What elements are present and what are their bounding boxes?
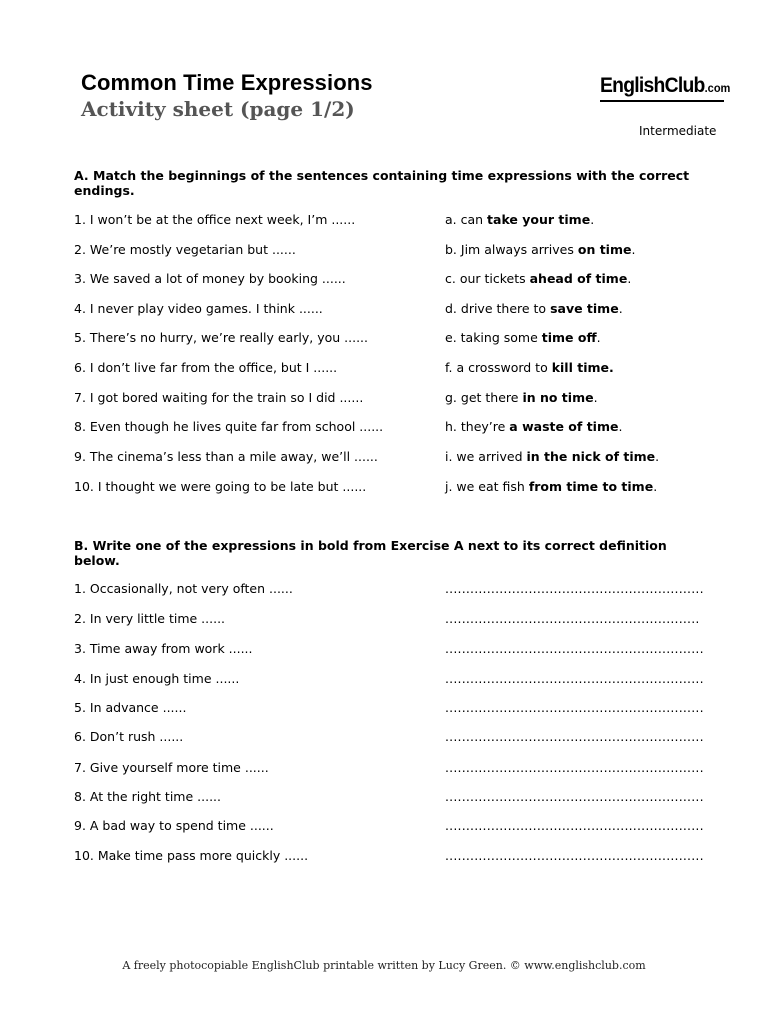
time-expression: time off [541,330,597,345]
answer-line: .............................................................. [445,671,704,686]
answer-line: .............................................................. [445,700,704,715]
sentence-beginning: 9. The cinema’s less than a mile away, we’ll ...... [74,449,378,464]
ending-punctuation: . [596,330,601,345]
definition: 7. Give yourself more time ...... [74,760,269,775]
sentence-beginning: 2. We’re mostly vegetarian but ...... [74,242,296,257]
page-subtitle: Activity sheet (page 1/2) [81,97,355,121]
section-b-instruction: B. Write one of the expressions in bold from Exercise A next to its correct definition below. [74,538,667,568]
ending-punctuation: . [618,301,623,316]
answer-line: .............................................................. [445,581,704,596]
answer-line: .............................................................. [445,729,704,744]
sentence-ending [445,390,598,405]
time-expression: a waste of time [509,419,619,434]
ending-text: i. we arrived [445,449,527,464]
sentence-beginning: 7. I got bored waiting for the train so I did ...... [74,390,364,405]
definition: 10. Make time pass more quickly ...... [74,848,309,863]
sentence-ending [445,330,601,345]
definition: 2. In very little time ...... [74,611,226,626]
sentence-beginning: 1. I won’t be at the office next week, I’m ...... [74,212,356,227]
time-expression: save time [550,301,619,316]
ending-punctuation: . [618,419,623,434]
ending-text: h. they’re [445,419,510,434]
time-expression: on time [577,242,632,257]
sentence-beginning: 8. Even though he lives quite far from school ...... [74,419,384,434]
sentence-beginning: 6. I don’t live far from the office, but I ...... [74,360,338,375]
englishclub-logo [600,74,731,104]
time-expression: in no time [522,390,594,405]
sentence-beginning: 4. I never play video games. I think ...... [74,301,323,316]
answer-line: .............................................................. [445,848,704,863]
definition: 8. At the right time ...... [74,789,221,804]
ending-text: g. get there [445,390,523,405]
answer-line: .............................................................. [445,760,704,775]
sentence-ending [445,242,635,257]
ending-text: c. our tickets [445,271,530,286]
sentence-beginning: 3. We saved a lot of money by booking ...... [74,271,346,286]
sentence-beginning: 10. I thought we were going to be late but ...... [74,479,367,494]
time-expression: ahead of time [529,271,628,286]
sentence-ending [445,212,594,227]
ending-text: b. Jim always arrives [445,242,578,257]
ending-punctuation: . [590,212,595,227]
sentence-ending [445,360,614,375]
ending-text: f. a crossword to [445,360,552,375]
definition: 9. A bad way to spend time ...... [74,818,274,833]
answer-line: .............................................................. [445,789,704,804]
definition: 1. Occasionally, not very often ...... [74,581,293,596]
ending-text: a. can [445,212,488,227]
definition: 4. In just enough time ...... [74,671,240,686]
sentence-ending [445,449,659,464]
section-a-instruction: A. Match the beginnings of the sentences containing time expressions with the correct endings. [74,168,690,198]
level-label: Intermediate [639,124,717,138]
page-title: Common Time Expressions [81,70,373,95]
logo-suffix-text: .com [704,81,731,95]
sentence-ending [445,301,623,316]
time-expression: kill time. [551,360,614,375]
logo-underline [600,100,724,102]
sentence-ending [445,271,631,286]
ending-punctuation: . [655,449,660,464]
ending-text: e. taking some [445,330,542,345]
definition: 6. Don’t rush ...... [74,729,184,744]
definition: 5. In advance ...... [74,700,187,715]
footer-credit: A freely photocopiable EnglishClub printable written by Lucy Green. © www.englishclub.com [122,959,646,972]
ending-text: d. drive there to [445,301,551,316]
time-expression: in the nick of time [526,449,656,464]
answer-line: ............................................................. [445,611,700,626]
answer-line: .............................................................. [445,641,704,656]
time-expression: take your time [487,212,591,227]
ending-punctuation: . [627,271,632,286]
ending-text: j. we eat fish [445,479,529,494]
ending-punctuation: . [653,479,658,494]
sentence-ending [445,479,657,494]
ending-punctuation: . [631,242,636,257]
time-expression: from time to time [528,479,654,494]
answer-line: .............................................................. [445,818,704,833]
logo-main-text: EnglishClub [600,74,705,97]
sentence-beginning: 5. There’s no hurry, we’re really early, you ...... [74,330,368,345]
ending-punctuation: . [593,390,598,405]
sentence-ending [445,419,622,434]
definition: 3. Time away from work ...... [74,641,253,656]
